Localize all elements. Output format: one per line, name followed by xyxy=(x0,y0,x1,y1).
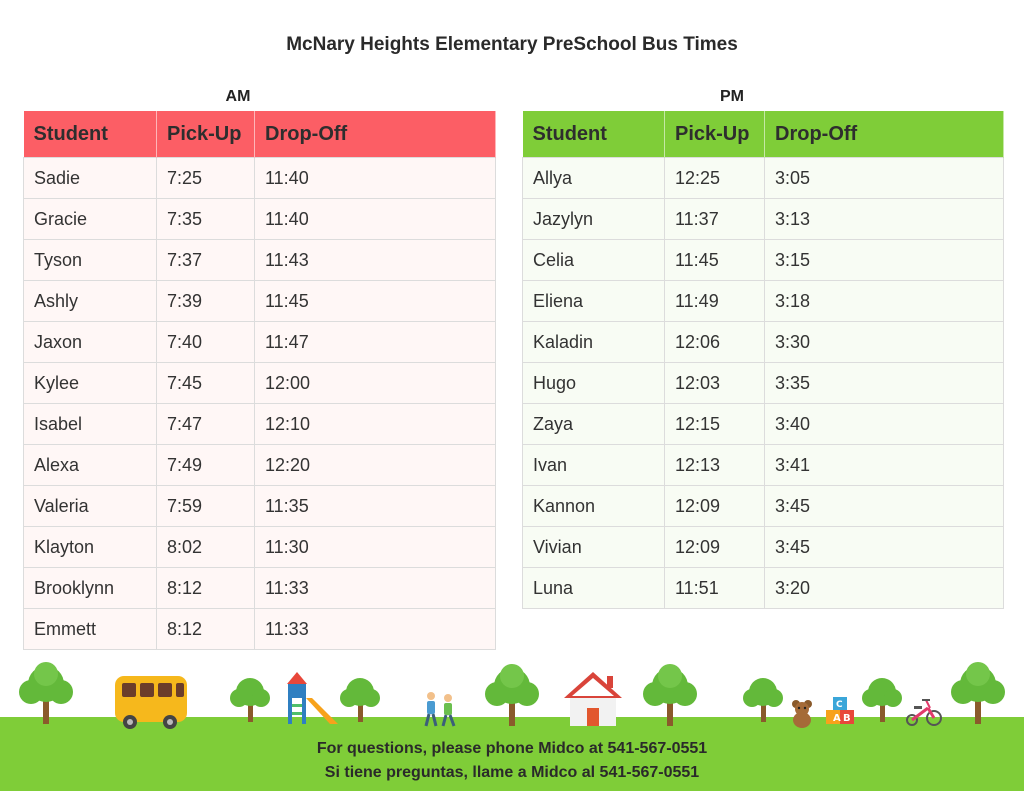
pm-table-row xyxy=(523,158,1004,199)
am-student-cell: Tyson xyxy=(24,240,157,281)
pm-dropoff-cell: 3:30 xyxy=(765,322,1004,363)
pm-table-row xyxy=(523,199,1004,240)
am-header-pickup: Pick-Up xyxy=(157,111,255,158)
am-student-cell: Valeria xyxy=(24,486,157,527)
tree-icon xyxy=(340,678,380,722)
am-pickup-cell: 7:45 xyxy=(157,363,255,404)
am-header-row xyxy=(24,111,496,158)
tree-icon xyxy=(485,664,539,726)
am-header-student: Student xyxy=(24,111,157,158)
am-table-row xyxy=(24,281,496,322)
am-student-cell: Jaxon xyxy=(24,322,157,363)
pm-header-student: Student xyxy=(523,111,665,158)
tricycle-icon xyxy=(907,700,941,725)
am-dropoff-cell: 11:35 xyxy=(255,486,496,527)
pm-pickup-cell: 12:15 xyxy=(665,404,765,445)
pm-student-cell: Celia xyxy=(523,240,665,281)
am-dropoff-cell: 11:30 xyxy=(255,527,496,568)
tree-icon xyxy=(743,678,783,722)
am-student-cell: Klayton xyxy=(24,527,157,568)
footer-contact xyxy=(0,737,1024,785)
am-student-cell: Ashly xyxy=(24,281,157,322)
tree-icon xyxy=(19,662,73,724)
am-table-row xyxy=(24,568,496,609)
page-title: McNary Heights Elementary PreSchool Bus Times xyxy=(286,34,738,55)
tree-icon xyxy=(951,662,1005,724)
pm-pickup-cell: 12:13 xyxy=(665,445,765,486)
pm-table-row xyxy=(523,322,1004,363)
pm-header-pickup: Pick-Up xyxy=(665,111,765,158)
pm-student-cell: Eliena xyxy=(523,281,665,322)
pm-schedule-table xyxy=(522,111,1004,609)
am-pickup-cell: 7:25 xyxy=(157,158,255,199)
pm-section-label: PM xyxy=(720,88,744,105)
am-table-row xyxy=(24,158,496,199)
am-header-dropoff: Drop-Off xyxy=(255,111,496,158)
tree-icon xyxy=(862,678,902,722)
am-table-row xyxy=(24,445,496,486)
house-icon xyxy=(564,672,622,726)
am-student-cell: Emmett xyxy=(24,609,157,650)
pm-dropoff-cell: 3:45 xyxy=(765,527,1004,568)
pm-student-cell: Hugo xyxy=(523,363,665,404)
am-dropoff-cell: 12:20 xyxy=(255,445,496,486)
am-pickup-cell: 7:39 xyxy=(157,281,255,322)
am-dropoff-cell: 11:45 xyxy=(255,281,496,322)
am-table-row xyxy=(24,322,496,363)
am-pickup-cell: 7:35 xyxy=(157,199,255,240)
am-student-cell: Brooklynn xyxy=(24,568,157,609)
pm-pickup-cell: 12:09 xyxy=(665,486,765,527)
am-table-row xyxy=(24,486,496,527)
pm-student-cell: Allya xyxy=(523,158,665,199)
pm-table-row xyxy=(523,445,1004,486)
pm-student-cell: Kannon xyxy=(523,486,665,527)
am-pickup-cell: 7:59 xyxy=(157,486,255,527)
am-dropoff-cell: 11:47 xyxy=(255,322,496,363)
pm-dropoff-cell: 3:13 xyxy=(765,199,1004,240)
am-student-cell: Gracie xyxy=(24,199,157,240)
illustration-strip xyxy=(0,660,1024,740)
teddy-bear-icon xyxy=(792,700,812,728)
am-pickup-cell: 7:49 xyxy=(157,445,255,486)
am-student-cell: Sadie xyxy=(24,158,157,199)
am-dropoff-cell: 11:33 xyxy=(255,568,496,609)
pm-pickup-cell: 11:37 xyxy=(665,199,765,240)
pm-pickup-cell: 11:49 xyxy=(665,281,765,322)
am-pickup-cell: 8:12 xyxy=(157,568,255,609)
pm-pickup-cell: 11:45 xyxy=(665,240,765,281)
children-walking-icon xyxy=(426,692,454,726)
pm-student-cell: Ivan xyxy=(523,445,665,486)
am-table-row xyxy=(24,240,496,281)
pm-pickup-cell: 11:51 xyxy=(665,568,765,609)
abc-blocks-icon xyxy=(826,697,854,724)
am-student-cell: Kylee xyxy=(24,363,157,404)
footer-spanish: Si tiene preguntas, llame a Midco al 541-567-0551 xyxy=(324,764,700,781)
pm-student-cell: Luna xyxy=(523,568,665,609)
pm-student-cell: Kaladin xyxy=(523,322,665,363)
pm-pickup-cell: 12:09 xyxy=(665,527,765,568)
pm-pickup-cell: 12:06 xyxy=(665,322,765,363)
am-dropoff-cell: 11:33 xyxy=(255,609,496,650)
pm-dropoff-cell: 3:05 xyxy=(765,158,1004,199)
pm-header-row xyxy=(523,111,1004,158)
school-bus-icon xyxy=(115,676,187,729)
playground-slide-icon xyxy=(287,672,338,724)
am-table-row xyxy=(24,363,496,404)
pm-student-cell: Vivian xyxy=(523,527,665,568)
tree-icon xyxy=(643,664,697,726)
am-dropoff-cell: 11:40 xyxy=(255,199,496,240)
am-table-row xyxy=(24,527,496,568)
pm-table-row xyxy=(523,281,1004,322)
am-table-row xyxy=(24,609,496,650)
pm-table-row xyxy=(523,240,1004,281)
pm-student-cell: Zaya xyxy=(523,404,665,445)
am-dropoff-cell: 11:43 xyxy=(255,240,496,281)
pm-dropoff-cell: 3:40 xyxy=(765,404,1004,445)
am-table-row xyxy=(24,199,496,240)
am-dropoff-cell: 11:40 xyxy=(255,158,496,199)
pm-dropoff-cell: 3:45 xyxy=(765,486,1004,527)
pm-student-cell: Jazylyn xyxy=(523,199,665,240)
pm-dropoff-cell: 3:20 xyxy=(765,568,1004,609)
am-student-cell: Isabel xyxy=(24,404,157,445)
am-table-row xyxy=(24,404,496,445)
am-pickup-cell: 8:02 xyxy=(157,527,255,568)
footer-english: For questions, please phone Midco at 541-567-0551 xyxy=(316,740,708,757)
am-student-cell: Alexa xyxy=(24,445,157,486)
am-pickup-cell: 8:12 xyxy=(157,609,255,650)
pm-table-row xyxy=(523,527,1004,568)
pm-table-row xyxy=(523,404,1004,445)
am-dropoff-cell: 12:00 xyxy=(255,363,496,404)
pm-header-dropoff: Drop-Off xyxy=(765,111,1004,158)
pm-pickup-cell: 12:03 xyxy=(665,363,765,404)
am-pickup-cell: 7:40 xyxy=(157,322,255,363)
pm-table-row xyxy=(523,486,1004,527)
am-pickup-cell: 7:37 xyxy=(157,240,255,281)
am-schedule-table xyxy=(23,111,496,650)
pm-table-row xyxy=(523,363,1004,404)
svg-text:C: C xyxy=(836,700,843,710)
am-dropoff-cell: 12:10 xyxy=(255,404,496,445)
am-section-label: AM xyxy=(225,88,251,105)
pm-table-row xyxy=(523,568,1004,609)
svg-text:A: A xyxy=(833,713,841,724)
pm-dropoff-cell: 3:35 xyxy=(765,363,1004,404)
pm-pickup-cell: 12:25 xyxy=(665,158,765,199)
pm-dropoff-cell: 3:41 xyxy=(765,445,1004,486)
pm-dropoff-cell: 3:15 xyxy=(765,240,1004,281)
svg-text:B: B xyxy=(843,713,851,724)
am-pickup-cell: 7:47 xyxy=(157,404,255,445)
pm-dropoff-cell: 3:18 xyxy=(765,281,1004,322)
tree-icon xyxy=(230,678,270,722)
